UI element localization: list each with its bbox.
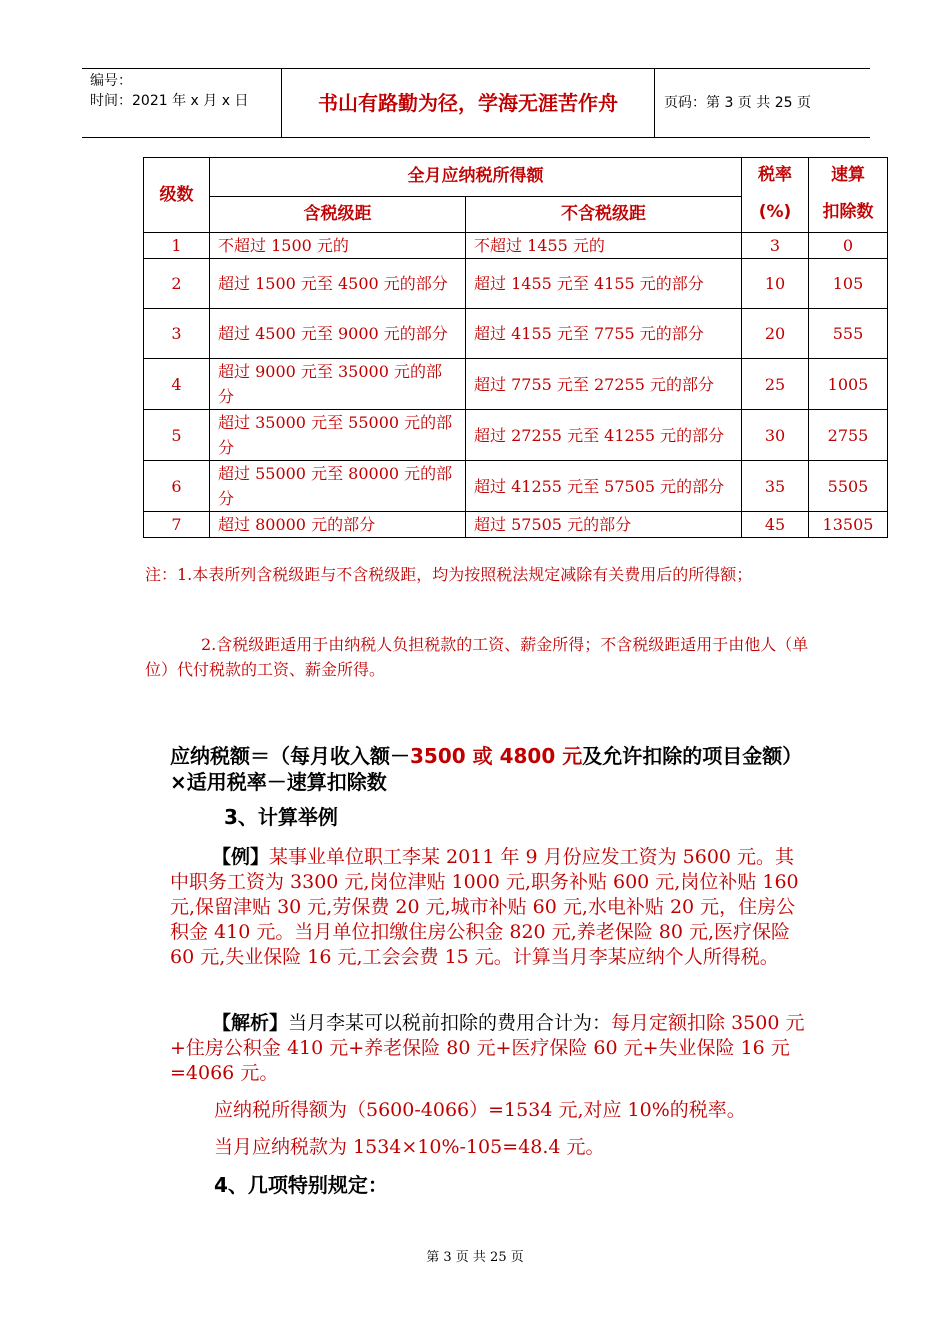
cell-deduct: 105 xyxy=(809,259,888,309)
table-row xyxy=(144,233,888,259)
cell-incl: 超过 35000 元至 55000 元的部分 xyxy=(210,410,466,461)
analysis-paragraph xyxy=(170,1011,810,1086)
tax-formula xyxy=(170,743,810,795)
tax-bracket-table xyxy=(143,157,888,538)
doc-time-label: 时间：2021 年 x 月 x 日 xyxy=(90,93,249,109)
cell-deduct: 5505 xyxy=(809,461,888,512)
cell-incl: 超过 9000 元至 35000 元的部分 xyxy=(210,359,466,410)
page-footer: 第 3 页 共 25 页 xyxy=(426,1250,524,1265)
example-paragraph xyxy=(170,845,810,970)
cell-rate: 20 xyxy=(742,309,809,359)
table-note-2: 2.含税级距适用于由纳税人负担税款的工资、薪金所得；不含税级距适用于由他人（单位）代付税款的工资、薪金所得。 xyxy=(145,635,809,679)
cell-deduct: 2755 xyxy=(809,410,888,461)
cell-excl: 超过 7755 元至 27255 元的部分 xyxy=(466,359,742,410)
cell-rate: 30 xyxy=(742,410,809,461)
cell-incl: 不超过 1500 元的 xyxy=(210,233,466,259)
formula-part-3: 及允许扣除的项目金额）×适用税率－速算扣除数 xyxy=(170,744,803,794)
analysis-tag: 【解析】 xyxy=(212,1012,289,1034)
cell-deduct: 555 xyxy=(809,309,888,359)
cell-rate: 3 xyxy=(742,233,809,259)
table-row xyxy=(144,309,888,359)
section-4-heading: 4、几项特别规定： xyxy=(214,1173,388,1197)
cell-rate: 25 xyxy=(742,359,809,410)
cell-excl: 不超过 1455 元的 xyxy=(466,233,742,259)
table-row xyxy=(144,461,888,512)
cell-deduct: 0 xyxy=(809,233,888,259)
table-row xyxy=(144,259,888,309)
table-note-1: 注：1.本表所列含税级距与不含税级距，均为按照税法规定减除有关费用后的所得额； xyxy=(145,565,753,584)
cell-incl: 超过 1500 元至 4500 元的部分 xyxy=(210,259,466,309)
cell-excl: 超过 4155 元至 7755 元的部分 xyxy=(466,309,742,359)
table-row xyxy=(144,410,888,461)
cell-incl: 超过 55000 元至 80000 元的部分 xyxy=(210,461,466,512)
header-page-info: 页码：第 3 页 共 25 页 xyxy=(664,95,811,111)
header-income: 全月应纳税所得额 xyxy=(210,158,742,197)
cell-rate: 10 xyxy=(742,259,809,309)
analysis-text-2: 每月定额扣除 3500 元+住房公积金 410 元+养老保险 80 元+医疗保险 60 元+失业保险 16 元=4066 元。 xyxy=(170,1012,805,1084)
formula-part-1: 应纳税额＝（每月收入额－ xyxy=(170,744,410,768)
header-rate-top: 税率 xyxy=(758,165,792,185)
section-3-heading: 3、计算举例 xyxy=(224,805,338,829)
cell-deduct: 13505 xyxy=(809,512,888,538)
header-rate-bottom: (%) xyxy=(758,202,792,222)
formula-part-2: 3500 或 4800 元 xyxy=(410,744,583,768)
cell-excl: 超过 27255 元至 41255 元的部分 xyxy=(466,410,742,461)
header-deduct-bottom: 扣除数 xyxy=(822,202,874,222)
analysis-text-1: 当月李某可以税前扣除的费用合计为： xyxy=(288,1012,612,1034)
page-header xyxy=(82,68,870,138)
cell-rate: 35 xyxy=(742,461,809,512)
header-motto: 书山有路勤为径，学海无涯苦作舟 xyxy=(282,69,655,137)
table-row xyxy=(144,359,888,410)
cell-excl: 超过 1455 元至 4155 元的部分 xyxy=(466,259,742,309)
cell-rate: 45 xyxy=(742,512,809,538)
header-deduct-top: 速算 xyxy=(831,165,865,185)
calc-line-1: 应纳税所得额为（5600-4066）=1534 元,对应 10%的税率。 xyxy=(214,1099,746,1121)
cell-incl: 超过 80000 元的部分 xyxy=(210,512,466,538)
doc-number-label: 编号： xyxy=(90,73,132,89)
header-meta xyxy=(82,69,282,137)
cell-level: 2 xyxy=(144,259,210,309)
cell-excl: 超过 57505 元的部分 xyxy=(466,512,742,538)
cell-deduct: 1005 xyxy=(809,359,888,410)
cell-excl: 超过 41255 元至 57505 元的部分 xyxy=(466,461,742,512)
cell-level: 3 xyxy=(144,309,210,359)
cell-level: 5 xyxy=(144,410,210,461)
header-rate xyxy=(742,158,809,233)
cell-level: 4 xyxy=(144,359,210,410)
example-text: 某事业单位职工李某 2011 年 9 月份应发工资为 5600 元。其中职务工资为 3300 元,岗位津贴 1000 元,职务补贴 600 元,岗位补贴 160 元,保留津贴 30 元,劳保费 20 元,城市补贴 60 元,水电补贴 20 元，住房公积金 410 元。当月单位扣缴住房公积金 820 元,养老保险 80 元,医疗保险 60 元,失业保险 16 元,工会会费 15 元。计算当月李某应纳个人所得税。 xyxy=(170,846,799,968)
cell-level: 6 xyxy=(144,461,210,512)
header-incl: 含税级距 xyxy=(210,196,466,233)
calc-line-2: 当月应纳税款为 1534×10%-105=48.4 元。 xyxy=(214,1136,605,1158)
example-tag: 【例】 xyxy=(212,846,270,868)
cell-incl: 超过 4500 元至 9000 元的部分 xyxy=(210,309,466,359)
table-row xyxy=(144,512,888,538)
header-deduct xyxy=(809,158,888,233)
header-excl: 不含税级距 xyxy=(466,196,742,233)
header-level: 级数 xyxy=(144,158,210,233)
cell-level: 7 xyxy=(144,512,210,538)
cell-level: 1 xyxy=(144,233,210,259)
